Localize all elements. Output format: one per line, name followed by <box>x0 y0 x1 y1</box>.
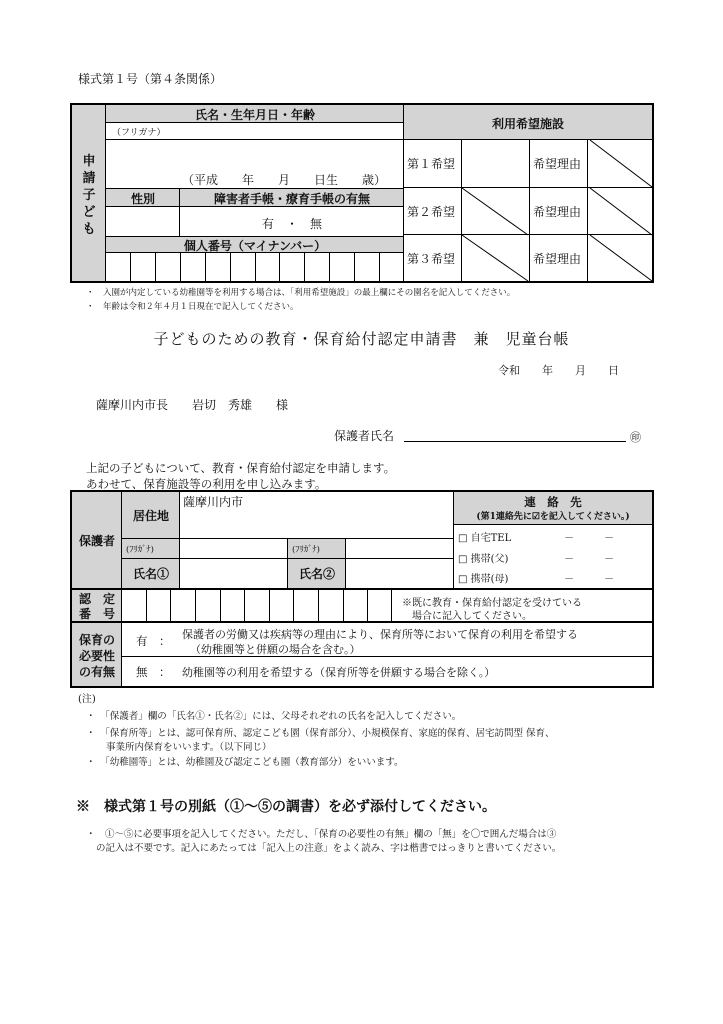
cert-note-2: 場合に記入してください。 <box>412 611 532 622</box>
cert-label: 認 定 番 号 <box>72 590 122 621</box>
contact-mother[interactable]: □ 携帯(母) － － <box>458 574 614 585</box>
note-1: ・ 「保護者」欄の「氏名①・氏名②」には、父母それぞれの氏名を記入してください。 <box>86 711 462 722</box>
furigana2-field[interactable] <box>346 539 454 559</box>
guardian-table <box>70 490 654 590</box>
date-line: 令和 年 月 日 <box>498 364 619 377</box>
intro-line-2: あわせて、保育施設等の利用を申し込みます。 <box>86 477 327 491</box>
mynumber-cells[interactable] <box>106 253 404 281</box>
cert-number-table <box>70 588 654 623</box>
guardian-sign-line[interactable] <box>404 441 626 442</box>
notes-heading: (注) <box>78 694 96 705</box>
intro-line-1: 上記の子どもについて、教育・保育給付認定を申請します。 <box>86 461 396 475</box>
necessity-yes[interactable]: 有 ： 保護者の労働又は疾病等の理由により、保育所等において保育の利用を希望する （幼稚園等と併願の場合を含む。） <box>122 623 652 657</box>
addressee: 薩摩川内市長 岩切 秀雄 様 <box>96 398 289 412</box>
note-2: ・ 「保育所等」とは、認可保育所、認定こども園（保育部分）、小規模保育、家庭的保育、居宅訪問型 保育、 <box>86 728 555 739</box>
name2-label: 氏名② <box>288 559 346 588</box>
guardian-side-label: 保護者 <box>72 492 122 588</box>
guardian-sign-label: 保護者氏名 <box>334 429 395 443</box>
furigana1-label: (ﾌﾘｶﾞﾅ) <box>122 539 180 559</box>
sex-header: 性別 <box>106 189 180 207</box>
furigana2-label: (ﾌﾘｶﾞﾅ) <box>288 539 346 559</box>
disability-field[interactable]: 有 ・ 無 <box>180 207 404 237</box>
note-top-2: ・ 年齢は令和２年４月１日現在で記入してください。 <box>86 302 299 312</box>
contact-home[interactable]: □ 自宅TEL － － <box>458 533 614 544</box>
mynumber-header: 個人番号（マイナンバー） <box>106 237 404 253</box>
page-title: 子どものための教育・保育給付認定申請書 兼 児童台帳 <box>153 330 570 348</box>
note-top-1: ・ 入園が内定している幼稚園等を利用する場合は、「利用希望施設」の最上欄にその園名を記入してください。 <box>86 288 516 298</box>
necessity-table <box>70 621 654 688</box>
contact-header: 連 絡 先 (第1連絡先に☑を記入してください。) <box>454 492 652 525</box>
name1-label: 氏名① <box>122 559 180 588</box>
form-number: 様式第１号（第４条関係） <box>78 72 223 86</box>
facility-2-input[interactable] <box>462 188 530 234</box>
name2-field[interactable] <box>346 559 454 588</box>
applicant-child-side-label: 申 請 子 ど も <box>72 105 106 281</box>
facility-3-input[interactable] <box>462 235 530 281</box>
address-field[interactable]: 薩摩川内市 <box>180 492 454 539</box>
child-furigana-field[interactable]: （フリガナ） <box>106 123 404 140</box>
facility-1-input[interactable] <box>462 140 530 187</box>
child-info-table <box>70 103 654 283</box>
child-name-field[interactable]: （平成 年 月 日生 歳） <box>106 140 404 189</box>
note-3: ・ 「幼稚園等」とは、幼稚園及び認定こども園（教育部分）をいいます。 <box>86 757 404 768</box>
facility-row-1: 第１希望 希望理由 <box>404 140 652 188</box>
sex-field[interactable] <box>106 207 180 237</box>
name-header: 氏名・生年月日・年齢 <box>106 105 404 123</box>
necessity-label: 保育の 必要性 の有無 <box>72 623 122 686</box>
seal-mark: ㊞ <box>630 431 641 444</box>
cert-note-1: ※既に教育・保育給付認定を受けている <box>402 598 582 609</box>
final-note-2: の記入は不要です。記入にあたっては「記入上の注意」をよく読み、字は楷書ではっきりと書いてください。 <box>96 843 562 854</box>
name1-field[interactable] <box>180 559 288 588</box>
contact-father[interactable]: □ 携帯(父) － － <box>458 554 614 565</box>
facility-header: 利用希望施設 <box>404 105 652 140</box>
facility-row-3: 第３希望 希望理由 <box>404 235 652 281</box>
attach-notice: ※ 様式第１号の別紙（①～⑤の調書）を必ず添付してください。 <box>76 799 496 815</box>
disability-header: 障害者手帳・療育手帳の有無 <box>180 189 404 207</box>
note-2-cont: 事業所内保育をいいます。（以下同じ） <box>106 742 272 753</box>
cert-number-cells[interactable] <box>122 590 392 621</box>
facility-row-2: 第２希望 希望理由 <box>404 188 652 235</box>
contact-list <box>454 525 652 588</box>
address-label: 居住地 <box>122 492 180 539</box>
necessity-no[interactable]: 無 ： 幼稚園等の利用を希望する（保育所等を併願する場合を除く。） <box>136 665 496 679</box>
furigana1-field[interactable] <box>180 539 288 559</box>
final-note-1: ・ ①～⑤に必要事項を記入してください。ただし、「保育の必要性の有無」欄の「無」を〇で囲んだ場合は③ <box>86 829 557 840</box>
